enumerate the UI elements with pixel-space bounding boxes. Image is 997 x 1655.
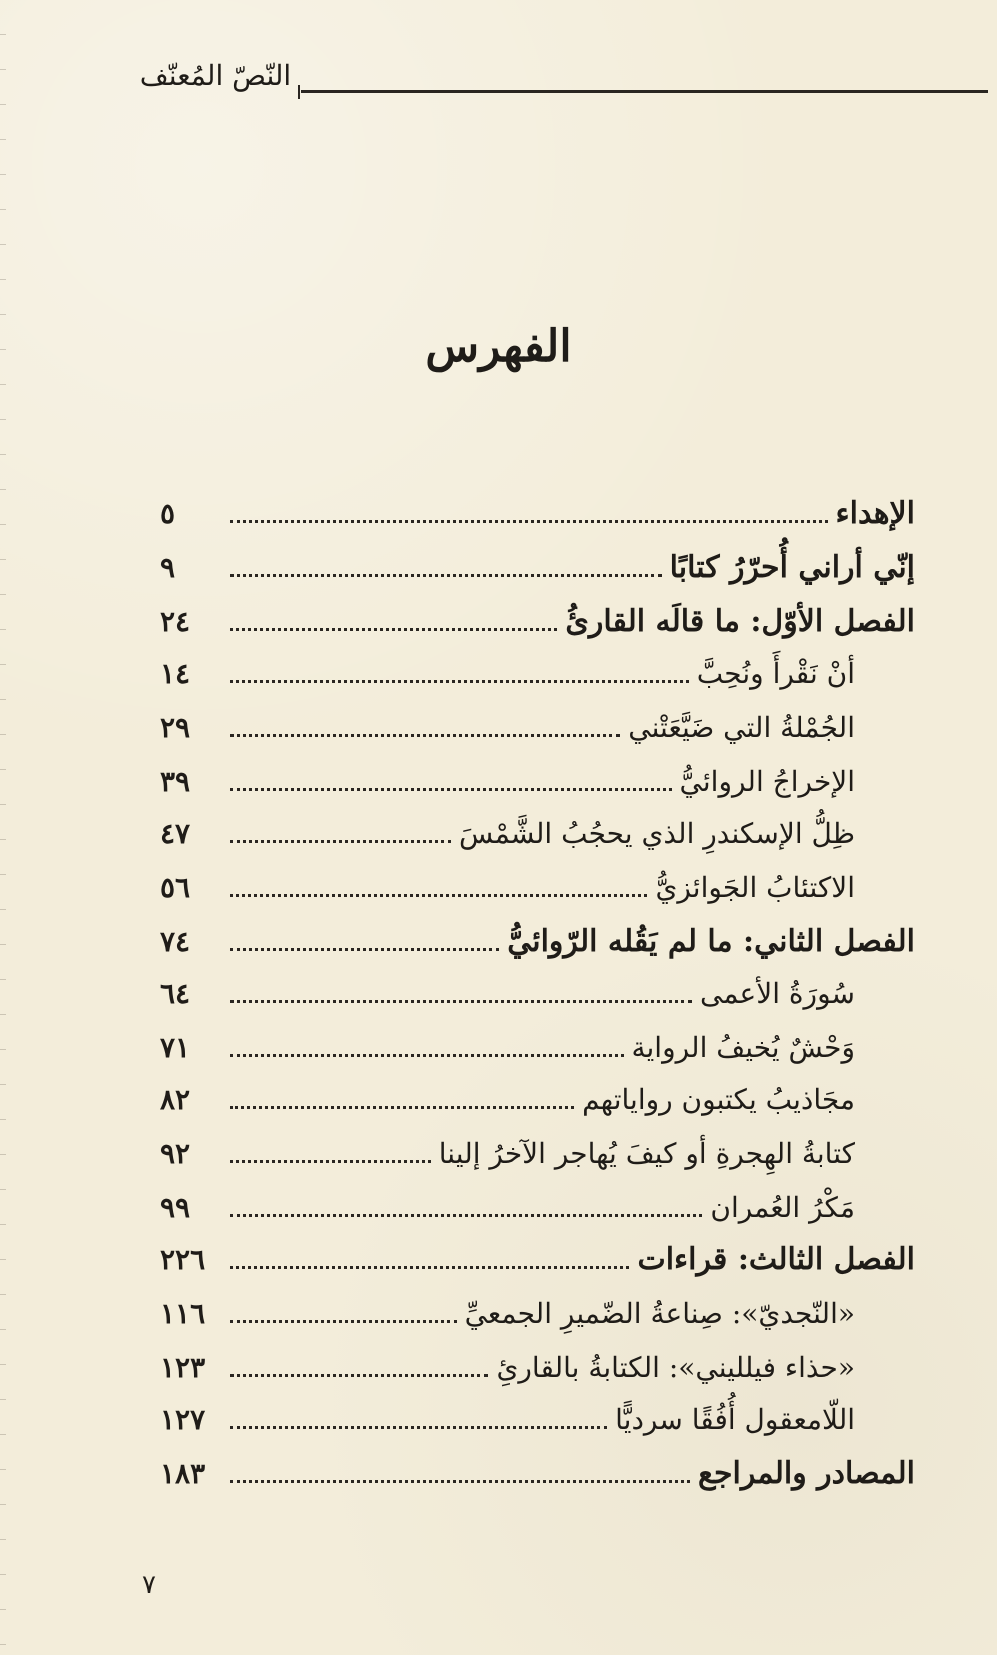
toc-page-number: ٩٢ [160, 1137, 191, 1170]
toc-leader [230, 1160, 431, 1163]
toc-entry [160, 1294, 915, 1334]
toc-entry-label: «حذاء فيلليني»: الكتابةُ بالقارئِ [496, 1351, 855, 1384]
toc-leader [230, 1374, 488, 1377]
toc-page-number: ٧١ [160, 1031, 191, 1064]
toc-leader [230, 788, 672, 791]
toc-leader [230, 1000, 692, 1003]
toc-entry [160, 762, 915, 802]
toc-entry [160, 1134, 915, 1174]
toc-entry [160, 814, 915, 854]
toc-page-number: ٥ [160, 497, 176, 530]
toc-entry-label: مَكْرُ العُمران [710, 1191, 855, 1224]
toc-entry-label: الاكتئابُ الجَوائزيُّ [655, 871, 855, 904]
toc-page-number: ٧٤ [160, 925, 191, 958]
toc-entry-label: الإهداء [835, 496, 915, 531]
toc-entry [160, 548, 915, 588]
toc-entry-label: اللّامعقول أُفُقًا سرديًّا [615, 1403, 855, 1436]
running-head-rule [301, 90, 988, 93]
toc-page-number: ٩٩ [160, 1191, 191, 1224]
toc-leader [230, 948, 499, 951]
toc-leader [230, 1106, 574, 1109]
toc-entry [160, 1028, 915, 1068]
toc-entry-label: الإخراجُ الروائيُّ [679, 765, 855, 798]
toc-leader [230, 574, 662, 577]
toc-leader [230, 1320, 457, 1323]
toc-page-number: ١٢٧ [160, 1403, 206, 1436]
toc-entry-label: وَحْشٌ يُخيفُ الرواية [631, 1031, 855, 1064]
toc-entry-label: ظِلُّ الإسكندرِ الذي يحجُبُ الشَّمْسَ [459, 817, 855, 850]
toc-leader [230, 1214, 702, 1217]
toc-entry-label: الفصل الثالث: قراءات [637, 1242, 915, 1277]
page-edge-marks [0, 0, 6, 1655]
toc-entry-label: أنْ نَقْرأَ ونُحِبَّ [696, 657, 855, 690]
toc-leader [230, 680, 689, 683]
toc-entry-label: إنّي أراني أُحرّرُ كتابًا [669, 550, 915, 585]
toc-leader [230, 628, 557, 631]
toc-page-number: ٨٢ [160, 1083, 191, 1116]
toc-leader [230, 1266, 629, 1269]
toc-page-number: ١٨٣ [160, 1457, 206, 1490]
toc-entry [160, 1240, 915, 1280]
toc-leader [230, 894, 647, 897]
toc-entry [160, 1188, 915, 1228]
toc-page-number: ٤٧ [160, 817, 191, 850]
toc-entry-label: المصادر والمراجع [698, 1456, 915, 1491]
toc-leader [230, 1426, 607, 1429]
toc-leader [230, 734, 620, 737]
toc-page-number: ١٤ [160, 657, 191, 690]
toc-page-number: ١١٦ [160, 1297, 206, 1330]
toc-entry [160, 602, 915, 642]
running-head-title: النّصّ المُعنّف [139, 59, 292, 92]
toc-entry [160, 922, 915, 962]
toc-entry-label: «النّجديّ»: صِناعةُ الضّميرِ الجمعيِّ [464, 1297, 855, 1330]
toc-leader [230, 840, 451, 843]
toc-page-number: ٩ [160, 551, 176, 584]
toc-page-number: ٦٤ [160, 977, 191, 1010]
toc-entry [160, 654, 915, 694]
toc-entry [160, 1080, 915, 1120]
toc-leader [230, 520, 828, 523]
toc-entry-label: سُورَةُ الأعمى [700, 977, 855, 1010]
toc-entry-label: كتابةُ الهِجرةِ أو كيفَ يُهاجر الآخرُ إلينا [438, 1137, 855, 1170]
running-head [138, 58, 988, 108]
toc-page-number: ١٢٣ [160, 1351, 206, 1384]
toc-leader [230, 1480, 690, 1483]
toc-page-number: ٢٤ [160, 605, 191, 638]
toc-entry-label: الفصل الثاني: ما لم يَقُله الرّوائيُّ [507, 924, 915, 959]
toc-entry [160, 494, 915, 534]
toc-page-number: ٥٦ [160, 871, 191, 904]
toc-page-number: ٢٢٦ [160, 1243, 206, 1276]
page-number: ٧ [142, 1570, 156, 1600]
toc-entry [160, 708, 915, 748]
toc-entry-label: مجَاذيبُ يكتبون رواياتهم [582, 1083, 855, 1116]
toc-entry-label: الفصل الأوّل: ما قالَه القارئُ [565, 604, 915, 639]
toc-entry [160, 974, 915, 1014]
toc-leader [230, 1054, 624, 1057]
toc-page-number: ٢٩ [160, 711, 191, 744]
toc-page-number: ٣٩ [160, 765, 191, 798]
toc-entry [160, 868, 915, 908]
page-title: الفهرس [425, 321, 572, 372]
toc-entry [160, 1400, 915, 1440]
toc-entry [160, 1454, 915, 1494]
toc-entry-label: الجُمْلةُ التي ضَيَّعَتْني [628, 711, 855, 744]
toc-entry [160, 1348, 915, 1388]
